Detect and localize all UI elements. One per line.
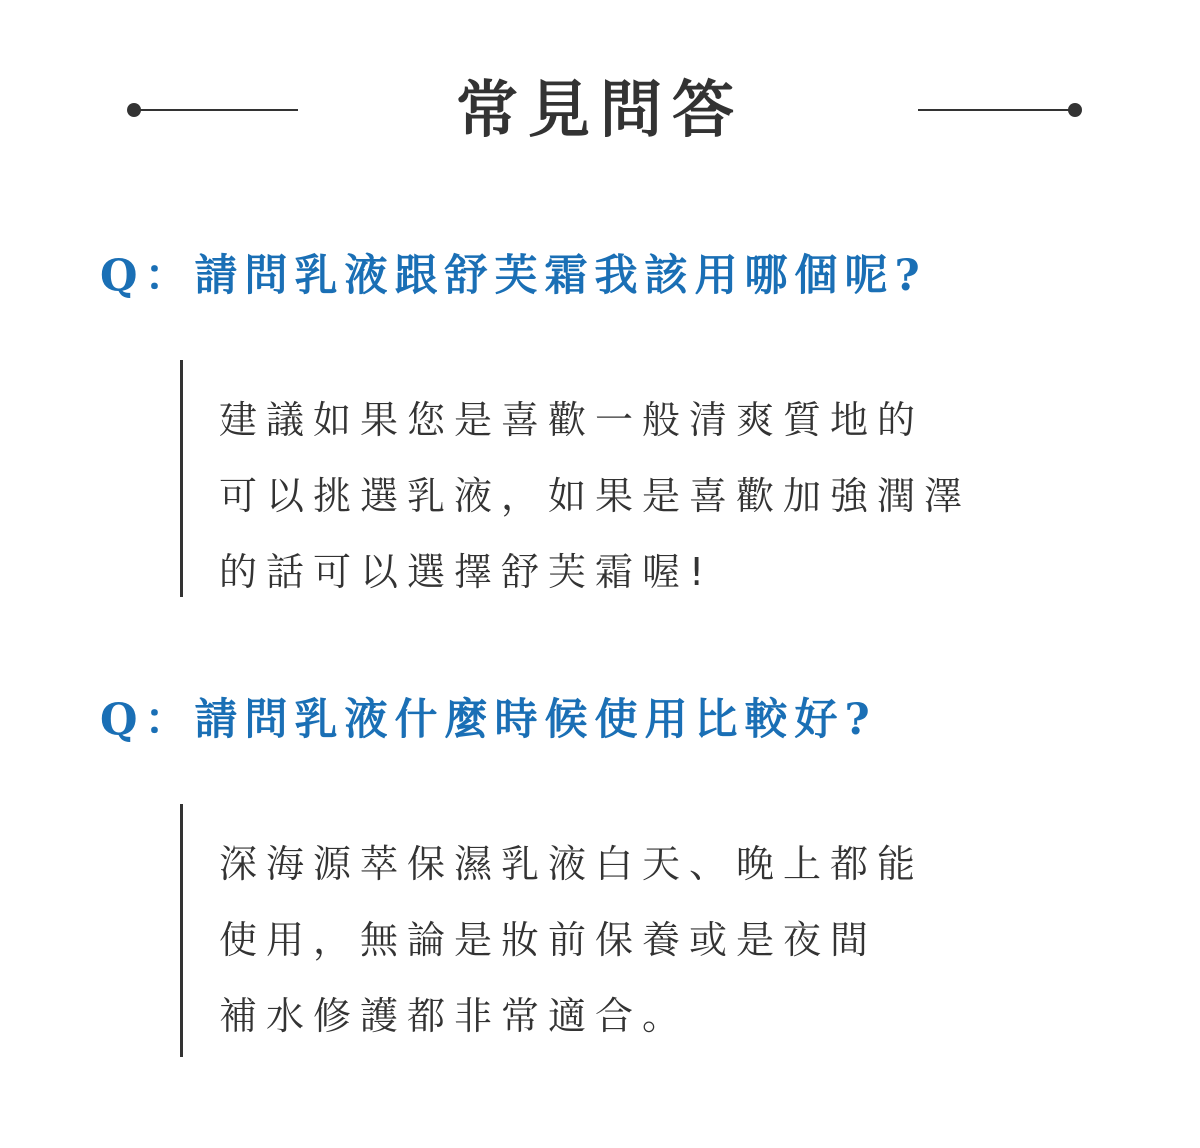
faq-answer [180, 360, 971, 597]
faq-answer-line: 的話可以選擇舒芙霜喔! [219, 550, 714, 594]
faq-answer-line: 深海源萃保濕乳液白天、晚上都能 [219, 842, 925, 886]
page-title: 常見問答 [455, 73, 744, 146]
faq-answer [180, 804, 924, 1057]
faq-answer-line: 建議如果您是喜歡一般清爽質地的 [219, 398, 925, 442]
faq-answer-line: 可以挑選乳液，如果是喜歡加強潤澤 [219, 474, 972, 518]
title-deco-line-right [918, 109, 1076, 111]
title-deco-dot-right [1068, 103, 1082, 117]
faq-answer-line: 使用，無論是妝前保養或是夜間 [219, 918, 878, 962]
title-deco-line-left [134, 109, 298, 111]
faq-question: Q：請問乳液什麼時候使用比較好? [100, 695, 877, 745]
page-header [0, 60, 1200, 160]
faq-question: Q：請問乳液跟舒芙霜我該用哪個呢? [100, 251, 927, 301]
faq-answer-line: 補水修護都非常適合。 [219, 994, 690, 1038]
